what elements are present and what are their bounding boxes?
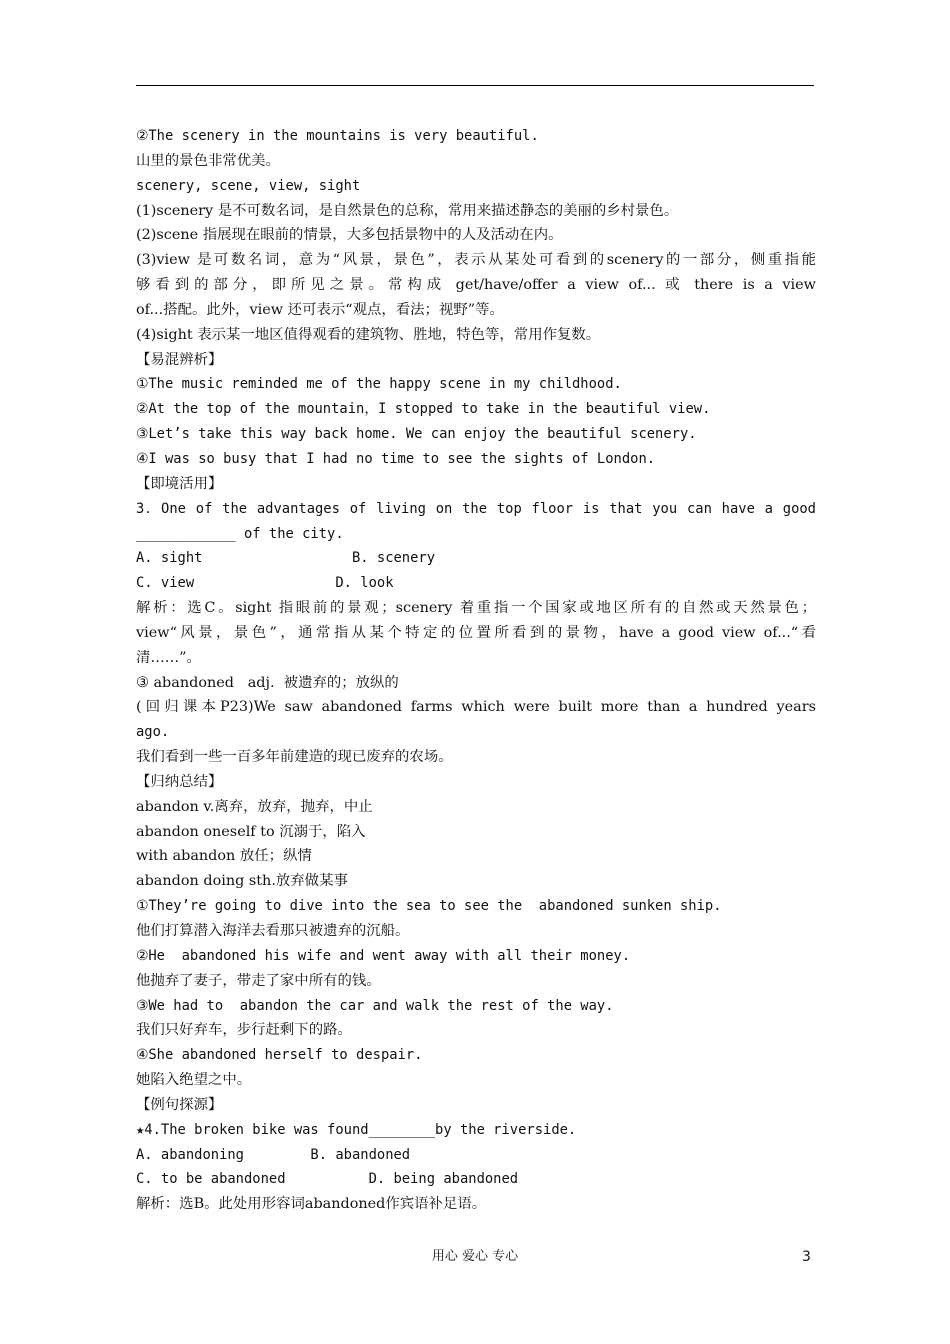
- page-content: [136, 124, 816, 1217]
- question-line: ____________ of the city.: [136, 525, 344, 542]
- option-line: A. sight B. scenery: [136, 550, 436, 567]
- text-line: abandon doing sth.放弃做某事: [136, 873, 348, 890]
- text-line: ③Let’s take this way back home. We can enjoy the beautiful scenery.: [136, 426, 697, 443]
- text-line: ④She abandoned herself to despair.: [136, 1047, 423, 1064]
- text-line: ④I was so busy that I had no time to see the sights of London.: [136, 450, 656, 467]
- text-line: ①They’re going to dive into the sea to see the abandoned sunken ship.: [136, 898, 722, 915]
- answer-line: view“风景，景色”，通常指从某个特定的位置所看到的景物，have a good view of...“看: [136, 624, 816, 641]
- text-line: (4)sight 表示某一地区值得观看的建筑物、胜地，特色等，常用作复数。: [136, 326, 601, 343]
- text-line: 她陷入绝望之中。: [136, 1072, 252, 1089]
- text-line: 山里的景色非常优美。: [136, 152, 280, 169]
- answer-line: 解析：选B。此处用形容词abandoned作宾语补足语。: [136, 1196, 487, 1213]
- text-line: abandon v.离弃，放弃，抛弃，中止: [136, 798, 373, 815]
- text-line: ③ abandoned adj. 被遗弃的；放纵的: [136, 674, 399, 691]
- option-line: C. to be abandoned D. being abandoned: [136, 1171, 519, 1188]
- question-line: ★4.The broken bike was found________by the riverside.: [136, 1121, 577, 1138]
- footer-text: 用心 爱心 专心: [431, 1249, 519, 1264]
- text-line: (2)scene 指展现在眼前的情景，大多包括景物中的人及活动在内。: [136, 227, 563, 244]
- text-line: 他抛弃了妻子，带走了家中所有的钱。: [136, 972, 381, 989]
- text-line: (1)scenery 是不可数名词，是自然景色的总称，常用来描述静态的美丽的乡村景色。: [136, 202, 679, 219]
- text-line: scenery, scene, view, sight: [136, 177, 361, 194]
- section-heading: 【易混辨析】: [136, 351, 223, 368]
- section-heading: 【即境活用】: [136, 475, 223, 492]
- text-line: ago.: [136, 724, 170, 741]
- page-number: 3: [802, 1249, 811, 1265]
- option-line: C. view D. look: [136, 575, 394, 592]
- text-line: ③We had to abandon the car and walk the rest of the way.: [136, 997, 614, 1014]
- text-line: (回归课本P23)We saw abandoned farms which were built more than a hundred years: [136, 699, 816, 716]
- text-line: of...搭配。此外，view 还可表示“观点，看法；视野”等。: [136, 301, 504, 318]
- text-line: ②He abandoned his wife and went away with all their money.: [136, 947, 631, 964]
- text-line: ②At the top of the mountain，I stopped to take in the beautiful view.: [136, 401, 711, 418]
- header-rule: [136, 85, 814, 86]
- text-line: (3)view 是可数名词，意为“风景，景色”，表示从某处可看到的scenery的一部分，侧重指能: [136, 252, 816, 269]
- option-line: A. abandoning B. abandoned: [136, 1146, 411, 1163]
- answer-line: 清……”。: [136, 649, 201, 666]
- text-line: with abandon 放任；纵情: [136, 848, 312, 865]
- text-line: abandon oneself to 沉溺于，陷入: [136, 823, 366, 840]
- text-line: ①The music reminded me of the happy scene in my childhood.: [136, 376, 622, 393]
- answer-line: 解析：选C。sight 指眼前的景观；scenery 着重指一个国家或地区所有的自然或天然景色；: [136, 600, 816, 617]
- text-line: ②The scenery in the mountains is very beautiful.: [136, 128, 539, 144]
- text-line: 我们只好弃车，步行赶剩下的路。: [136, 1022, 352, 1039]
- text-line: 他们打算潜入海洋去看那只被遗弃的沉船。: [136, 923, 410, 939]
- question-line: 3．One of the advantages of living on the top floor is that you can have a good: [136, 500, 816, 517]
- text-line: 我们看到一些一百多年前建造的现已废弃的农场。: [136, 749, 453, 766]
- section-heading: 【例句探源】: [136, 1096, 223, 1113]
- section-heading: 【归纳总结】: [136, 773, 223, 790]
- text-line: 够看到的部分，即所见之景。常构成 get/have/offer a view of... 或 there is a view: [136, 277, 816, 294]
